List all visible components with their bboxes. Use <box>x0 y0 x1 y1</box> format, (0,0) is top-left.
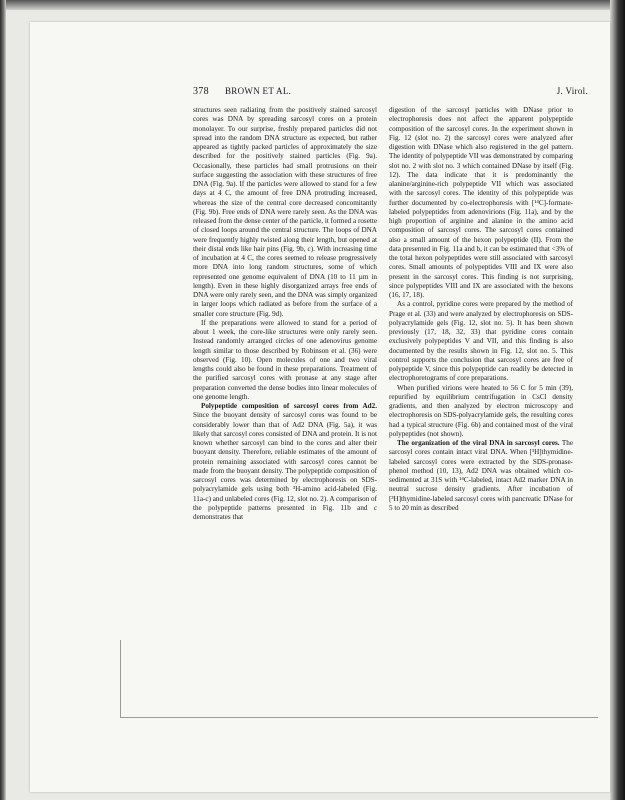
scan-border-right <box>610 0 625 800</box>
paragraph: digestion of the sarcosyl particles with DNase prior to electrophoresis does not affect the apparent polypeptide composition of the sarcosyl cores. In the experiment shown in Fig. 12 (slot no. 2) the sarcosyl cores were analyzed after digestion with DNase which also registered in the gel pattern. The identity of polypeptide VII was demonstrated by comparing slot no. 2 with slot no. 3 which contained DNase by itself (Fig. 12). The data indicate that it is predominantly the alanine/arginine-rich polypeptide VII which was associated with the sarcosyl cores. The identity of this polypeptide was further documented by co-electrophoresis with [¹⁴C]-formate-labeled polypeptides from adenovirions (Fig. 11a), and by the high proportion of arginine and alanine in the amino acid composition of sarcosyl cores. The sarcosyl cores contained also a small amount of the hexon polypeptide (II). From the data presented in Fig. 11a and b, it can be estimated that <3% of the total hexon polypeptides were still associated with sarcosyl cores. Small amounts of polypeptides VIII and IX were also present in the sarcosyl cores. This finding is not surprising, since polypeptides VIII and IX are associated with the hexons (16, 17, 18). <box>389 106 573 299</box>
scan-border-left <box>0 0 6 800</box>
section-heading: The organization of the viral DNA in sarcosyl cores. <box>397 439 560 447</box>
page-number: 378 <box>193 86 209 97</box>
card-edge-vertical <box>120 640 121 718</box>
paragraph: If the preparations were allowed to stand for a period of about 1 week, the core-like structures were only rarely seen. Instead randomly arranged circles of one adenovirus genome length similar to those described by Robinson et al. (36) were observed (Fig. 10). Open molecules of one and two viral lengths could also be found in these preparations. Treatment of the purified sarcosyl cores with pronase at any stage after preparation converted the dense bodies into linear molecules of one genome length. <box>193 318 377 401</box>
section-body: The sarcosyl cores contain intact viral DNA. When [³H]thymidine-labeled sarcosyl cores were extracted by the SDS-pronase-phenol method (10, 13), Ad2 DNA was obtained which co-sedimented at 31S with ¹⁴C-labeled, intact Ad2 marker DNA in neutral sucrose density gradients. After incubation of [³H]thymidine-labeled sarcosyl cores with pancreatic DNase for 5 to 20 min as described <box>389 439 573 512</box>
section-heading: Polypeptide composition of sarcosyl cores from Ad2. <box>201 402 377 410</box>
scan-border-top <box>0 0 625 10</box>
card-edge-horizontal <box>120 717 598 718</box>
running-header <box>193 86 588 100</box>
left-column <box>193 106 377 522</box>
right-column <box>389 106 573 513</box>
section-body: Since the buoyant density of sarcosyl cores was found to be considerably lower than that of Ad2 DNA (Fig. 5a), it was likely that sarcosyl cores consisted of DNA and protein. It is not known whether sarcosyl can bind to the cores and alter their buoyant density. Therefore, reliable estimates of the amount of protein remaining associated with sarcosyl cores cannot be made from the buoyant density. The polypeptide composition of sarcosyl cores was determined by electrophoresis on SDS-polyacrylamide gels using both ³H-amino acid-labeled (Fig. 11a-c) and unlabeled cores (Fig. 12, slot no. 2). A comparison of the polypeptide patterns presented in Fig. 11b and c demonstrates that <box>193 411 377 521</box>
running-journal: J. Virol. <box>556 86 588 96</box>
paragraph: structures seen radiating from the positively stained sarcosyl cores was DNA by spreading sarcosyl cores on a protein monolayer. To our surprise, freshly prepared particles did not spread into the random DNA structure as expected, but rather appeared as tightly packed particles of approximately the size described for the positively stained particles (Fig. 9a). Occasionally, these particles had small protrusions on their surface suggesting the association with these structures of free DNA (Fig. 9a). If the particles were allowed to stand for a few days at 4 C, the amount of free DNA protruding increased, whereas the size of the central core decreased concomitantly (Fig. 9b). Free ends of DNA were rarely seen. As the DNA was released from the dense center of the particle, it formed a rosette of closed loops around the central structure. The loops of DNA were frequently highly twisted along their length, but opened at their distal ends like hair pins (Fig. 9b, c). With increasing time of incubation at 4 C, the cores seemed to release progressively more DNA into long random structures, some of which represented one genome equivalent of DNA (10 to 11 µm in length). Even in these highly disorganized arrays free ends of DNA were only rarely seen, and the DNA was simply organized in larger loops which radiated as before from the surface of a smaller core structure (Fig. 9d). <box>193 106 377 318</box>
paragraph: As a control, pyridine cores were prepared by the method of Prage et al. (33) and were analyzed by electrophoresis on SDS-polyacrylamide gels (Fig. 12, slot no. 5). It has been shown previously (17, 18, 32, 33) that pyridine cores contain exclusively polypeptides V and VII, and this finding is also documented by the results shown in Fig. 12, slot no. 5. This control supports the conclusion that sarcosyl cores are free of polypeptide V, since this polypeptide can readily be detected in electrophoretograms of core preparations. <box>389 300 573 383</box>
section-paragraph <box>193 402 377 522</box>
paragraph: When purified virions were heated to 56 C for 5 min (39), repurified by equilibrium centrifugation in CsCl density gradients, and then analyzed by electron microscopy and electrophoresis on SDS-polyacrylamide gels, the resulting cores had a typical structure (Fig. 6b) and contained most of the viral polypeptides (not shown). <box>389 383 573 438</box>
running-authors: BROWN ET AL. <box>225 86 292 96</box>
section-paragraph <box>389 439 573 513</box>
